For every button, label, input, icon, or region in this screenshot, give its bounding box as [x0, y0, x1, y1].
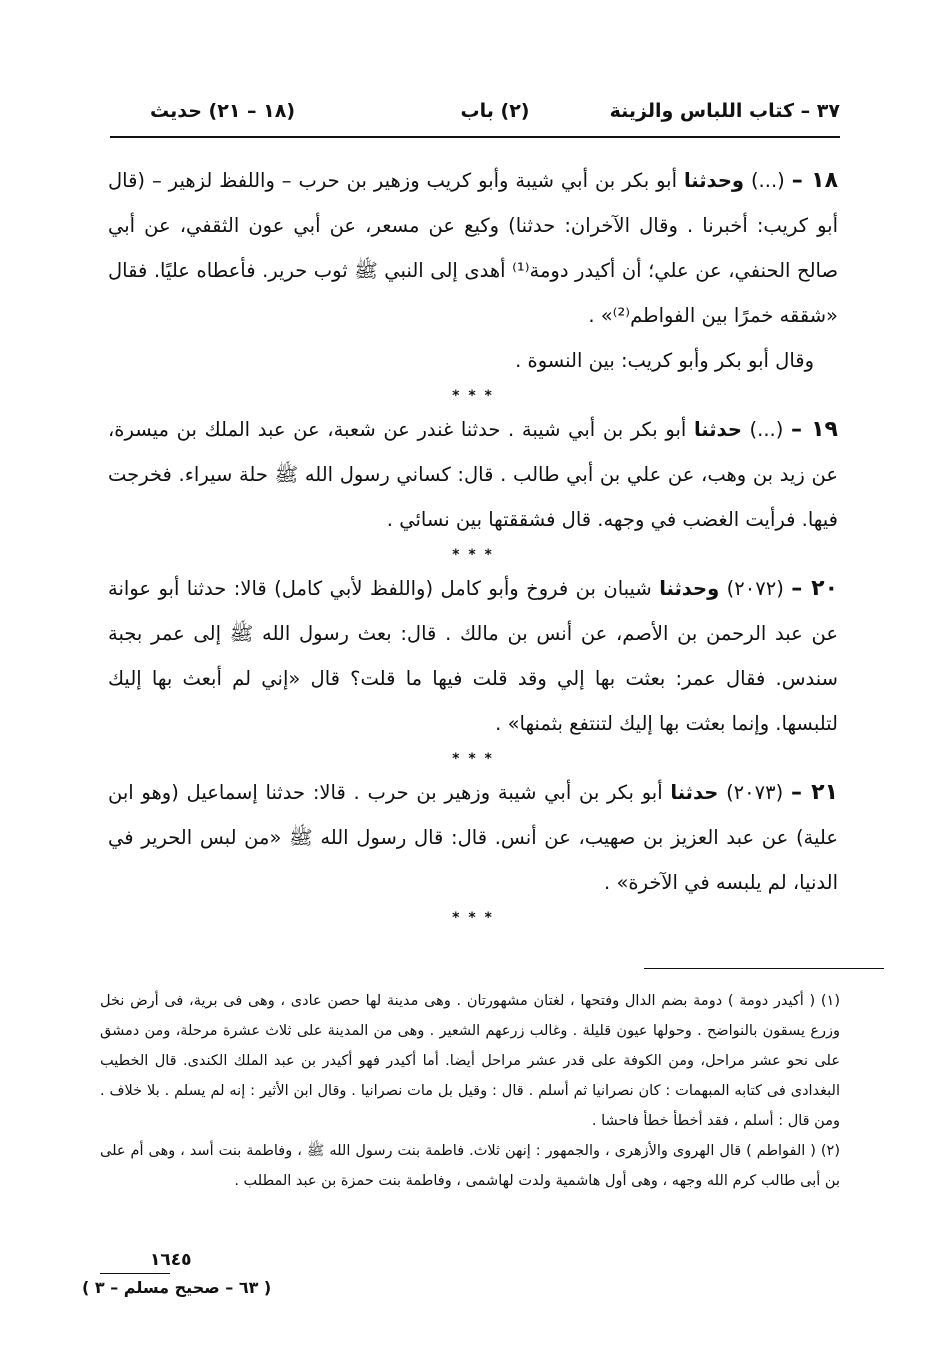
footnotes — [100, 986, 840, 1196]
narration-opening: حدثنا — [693, 418, 742, 441]
separator-stars: * * * — [452, 910, 494, 926]
narration-opening: وحدثنا — [683, 169, 744, 192]
hadith-reference: (٢٠٧٣) — [726, 781, 784, 804]
footnote-1: (١) ( أكيدر دومة ) دومة بضم الدال وفتحها ، لغتان مشهورتان . وهى مدينة لها حصن عادى ، وهى فى برية، فى أرض نخل وزرع يسقون بالنواضح . وحولها عيون قليلة . وغالب زرعهم الشعير . وهى من المدينة على ثلاث عشرة مرحلة، ومن دمشق على نحو عشر مراحل، ومن الكوفة على قدر عشر مراحل أيضا. أما أكيدر فهو أكيدر بن عبد الملك الكندى. قال الخطيب البغدادى فى كتابه المبهمات : كان نصرانيا ثم أسلم . قال : وقيل بل مات نصرانيا . وقال ابن الأثير : إنه لم يسلم . بلا خلاف . ومن قال : أسلم ، فقد أخطأ خطأ فاحشا . — [100, 993, 840, 1129]
running-header — [150, 100, 840, 134]
header-hadith-range: (١٨ – ٢١) حديث — [150, 100, 296, 122]
hadith-number: ٢١ – — [790, 780, 838, 805]
header-chapter: (٢) باب — [460, 100, 530, 122]
page-number: ١٦٤٥ — [150, 1250, 192, 1270]
hadith-20 — [108, 566, 838, 746]
hadith-body — [108, 158, 838, 929]
hadith-number: ٢٠ – — [791, 576, 838, 601]
hadith-number: ١٨ – — [791, 168, 838, 193]
hadith-reference: (...) — [749, 418, 784, 441]
narration-opening: حدثنا — [670, 781, 719, 804]
printer-signature: ( ٦٣ – صحيح مسلم – ٣ ) — [82, 1278, 272, 1297]
signature-divider — [100, 1273, 170, 1274]
narration-opening: وحدثنا — [659, 577, 720, 600]
separator-stars: * * * — [452, 751, 494, 767]
footnote-divider — [644, 968, 884, 969]
hadith-21 — [108, 770, 838, 905]
separator-stars: * * * — [452, 547, 494, 563]
footnote-2: (٢) ( الفواطم ) قال الهروى والأزهرى ، والجمهور : إنهن ثلاث. فاطمة بنت رسول الله ﷺ ، وفاطمة بنت أسد ، وهى أم على بن أبى طالب كرم الله وجهه ، وهى أول هاشمية ولدت لهاشمى ، وفاطمة بنت حمزة بن عبد المطلب . — [100, 1143, 840, 1189]
hadith-18 — [108, 158, 838, 383]
header-book-title: ٣٧ – كتاب اللباس والزينة — [609, 100, 840, 122]
separator-stars: * * * — [452, 388, 494, 404]
hadith-reference: (٢٠٧٢) — [726, 577, 784, 600]
header-divider — [110, 136, 840, 138]
hadith-text: أبو بكر بن أبي شيبة . حدثنا غندر عن شعبة، عن عبد الملك بن ميسرة، عن زيد بن وهب، عن علي بن أبي طالب . قال: كساني رسول الله ﷺ حلة سيراء. فخرجت فيها. فرأيت الغضب في وجهه. قال فشققتها بين نسائي . — [108, 418, 838, 531]
hadith-text: شيبان بن فروخ وأبو كامل (واللفظ لأبي كامل) قالا: حدثنا أبو عوانة عن عبد الرحمن بن الأصم، عن أنس بن مالك . قال: بعث رسول الله ﷺ إلى عمر بجبة سندس. فقال عمر: بعثت بها إلي وقد قلت فيها ما قلت؟ قال «إني لم أبعث بها إليك لتلبسها. وإنما بعثت بها إليك لتنتفع بثمنها» . — [108, 577, 838, 735]
hadith-text: أبو بكر بن أبي شيبة وأبو كريب وزهير بن حرب – واللفظ لزهير – (قال أبو كريب: أخبرنا . وقال الآخران: حدثنا) وكيع عن مسعر، عن أبي عون الثقفي، عن أبي صالح الحنفي، عن علي؛ أن أكيدر دومة⁽¹⁾ أهدى إلى النبي ﷺ ثوب حرير. فأعطاه عليًا. فقال «شققه خمرًا بين الفواطم⁽²⁾» . — [108, 169, 839, 327]
hadith-variant-note: وقال أبو بكر وأبو كريب: بين النسوة . — [515, 349, 814, 372]
hadith-text: أبو بكر بن أبي شيبة وزهير بن حرب . قالا: حدثنا إسماعيل (وهو ابن علية) عن عبد العزيز بن صهيب، عن أنس. قال: قال رسول الله ﷺ «من لبس الحرير في الدنيا، لم يلبسه في الآخرة» . — [108, 781, 838, 894]
hadith-number: ١٩ – — [791, 417, 838, 442]
hadith-reference: (...) — [750, 169, 785, 192]
hadith-19 — [108, 407, 838, 542]
